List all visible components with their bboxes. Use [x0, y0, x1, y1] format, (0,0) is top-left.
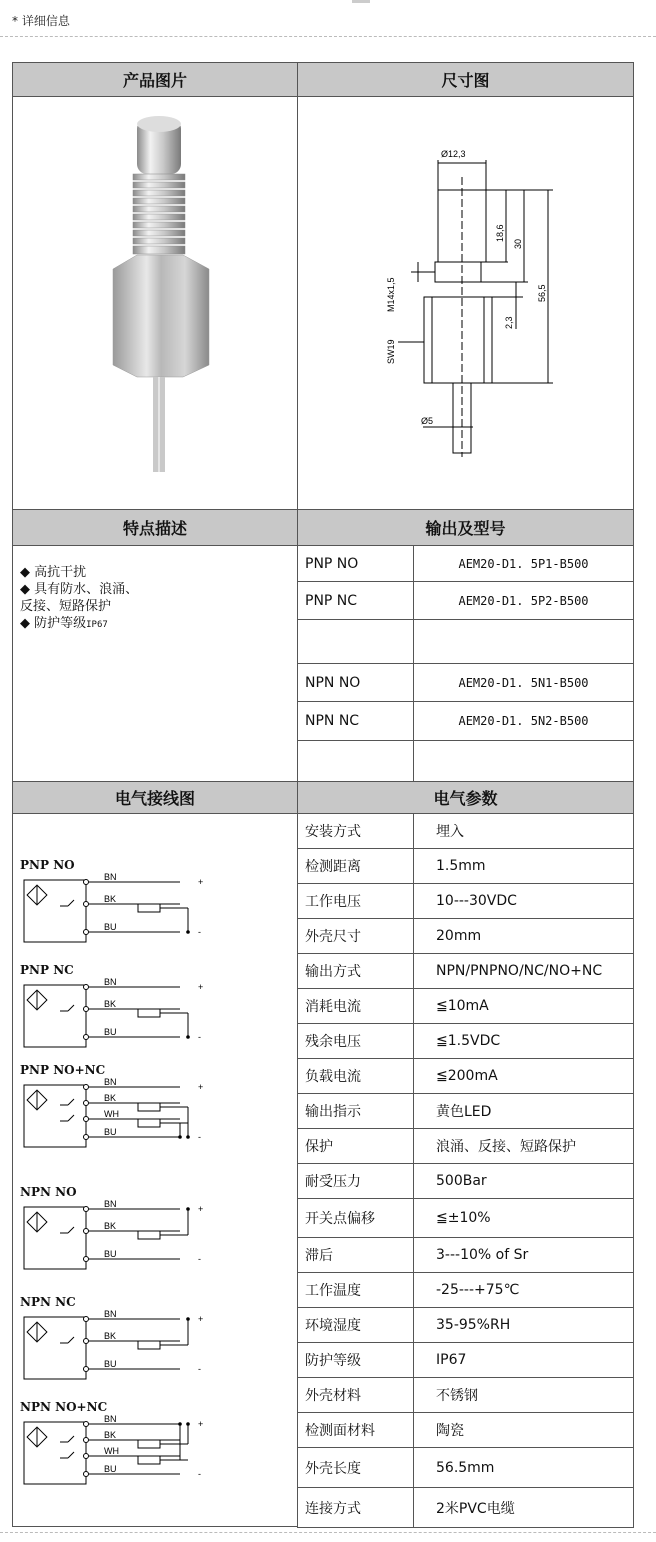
wiring-diagram — [20, 1309, 220, 1399]
wire-label: BK — [104, 894, 117, 904]
param-value: 1.5mm — [413, 848, 634, 884]
param-label: 外壳材料 — [297, 1377, 414, 1413]
minus-sign: - — [198, 1364, 201, 1374]
wiring-title: PNP NC — [20, 963, 74, 977]
output-type — [297, 619, 414, 664]
dimension-drawing — [298, 97, 633, 509]
output-model: AEM20-D1. 5P1-B500 — [413, 545, 634, 582]
dim-upper-length-label: 30 — [513, 238, 523, 249]
wire-label: WH — [104, 1109, 119, 1119]
output-model: AEM20-D1. 5P2-B500 — [413, 581, 634, 620]
param-label: 工作电压 — [297, 883, 414, 919]
wiring-diagram — [20, 872, 220, 962]
dim-diameter-label: Ø12,3 — [441, 149, 466, 159]
output-type: NPN NO — [297, 663, 414, 702]
feature-list — [20, 564, 138, 634]
param-value: 黄色LED — [413, 1093, 634, 1129]
param-value: 56.5mm — [413, 1447, 634, 1488]
wire-label: BK — [104, 1430, 117, 1440]
feature-item: ◆ 具有防水、浪涌、 — [20, 582, 139, 597]
output-type: PNP NC — [297, 581, 414, 620]
param-value: 浪涌、反接、短路保护 — [413, 1128, 634, 1164]
plus-sign: + — [198, 1419, 204, 1429]
output-model: AEM20-D1. 5N2-B500 — [413, 701, 634, 741]
wiring-title: PNP NO — [20, 858, 75, 872]
wiring-diagram — [20, 1199, 220, 1289]
feature-item: ◆ 高抗干扰 — [20, 565, 87, 580]
minus-sign: - — [198, 1132, 201, 1142]
dim-cable-label: Ø5 — [421, 416, 434, 426]
dim-cap-length-label: 18,6 — [495, 224, 505, 242]
wire-label: BU — [104, 922, 117, 932]
param-value: ≦10mA — [413, 988, 634, 1024]
plus-sign: + — [198, 982, 204, 992]
output-type — [297, 740, 414, 782]
minus-sign: - — [198, 1254, 201, 1264]
output-type: PNP NO — [297, 545, 414, 582]
wire-label: BK — [104, 999, 117, 1009]
output-type: NPN NC — [297, 701, 414, 741]
param-value: 埋入 — [413, 813, 634, 849]
header-dimension-drawing: 尺寸图 — [297, 62, 634, 97]
header-divider — [0, 36, 656, 37]
plus-sign: + — [198, 1314, 204, 1324]
wire-label: BN — [104, 1077, 117, 1087]
minus-sign: - — [198, 1469, 201, 1479]
wiring-diagram — [20, 977, 220, 1067]
param-label: 消耗电流 — [297, 988, 414, 1024]
header-output-models: 输出及型号 — [297, 509, 634, 546]
param-value: 2米PVC电缆 — [413, 1487, 634, 1528]
wiring-diagram — [20, 1414, 220, 1504]
dim-thread-label: M14x1,5 — [386, 277, 396, 312]
param-label: 残余电压 — [297, 1023, 414, 1059]
wire-label: BK — [104, 1331, 117, 1341]
param-value: IP67 — [413, 1342, 634, 1378]
param-value: ≦1.5VDC — [413, 1023, 634, 1059]
header-wiring: 电气接线图 — [12, 781, 298, 814]
param-label: 连接方式 — [297, 1487, 414, 1528]
feature-item: ◆ 防护等级IP67 — [20, 616, 108, 631]
wire-label: BU — [104, 1027, 117, 1037]
param-label: 环境湿度 — [297, 1307, 414, 1343]
param-value: 500Bar — [413, 1163, 634, 1199]
dim-gap-label: 2,3 — [504, 316, 514, 329]
param-value: ≦200mA — [413, 1058, 634, 1094]
wire-label: BU — [104, 1249, 117, 1259]
minus-sign: - — [198, 1032, 201, 1042]
wiring-title: NPN NO — [20, 1185, 77, 1199]
plus-sign: + — [198, 1204, 204, 1214]
dimension-drawing-cell — [297, 96, 634, 510]
param-label: 外壳长度 — [297, 1447, 414, 1488]
param-value: 不锈钢 — [413, 1377, 634, 1413]
wire-label: BN — [104, 1414, 117, 1424]
wire-label: BK — [104, 1093, 117, 1103]
param-label: 耐受压力 — [297, 1163, 414, 1199]
wire-label: BU — [104, 1359, 117, 1369]
product-image-cell — [12, 96, 298, 510]
param-label: 检测面材料 — [297, 1412, 414, 1448]
plus-sign: + — [198, 877, 204, 887]
output-model — [413, 619, 634, 664]
dim-total-length-label: 56,5 — [537, 284, 547, 302]
wiring-title: NPN NC — [20, 1295, 76, 1309]
plus-sign: + — [198, 1082, 204, 1092]
output-model — [413, 740, 634, 782]
param-value: -25---+75℃ — [413, 1272, 634, 1308]
top-marker — [352, 0, 370, 3]
param-value: 35-95%RH — [413, 1307, 634, 1343]
wire-label: BK — [104, 1221, 117, 1231]
wire-label: BN — [104, 1199, 117, 1209]
wiring-title: PNP NO+NC — [20, 1063, 106, 1077]
wire-label: BN — [104, 872, 117, 882]
param-value: 20mm — [413, 918, 634, 954]
dim-hex-label: SW19 — [386, 339, 396, 364]
param-label: 滞后 — [297, 1237, 414, 1273]
param-label: 外壳尺寸 — [297, 918, 414, 954]
output-model: AEM20-D1. 5N1-B500 — [413, 663, 634, 702]
wiring-diagram — [20, 1077, 220, 1167]
param-label: 工作温度 — [297, 1272, 414, 1308]
wire-label: BN — [104, 977, 117, 987]
param-label: 输出方式 — [297, 953, 414, 989]
wire-label: BN — [104, 1309, 117, 1319]
wire-label: BU — [104, 1127, 117, 1137]
param-label: 输出指示 — [297, 1093, 414, 1129]
minus-sign: - — [198, 927, 201, 937]
param-label: 安装方式 — [297, 813, 414, 849]
param-value: NPN/PNPNO/NC/NO+NC — [413, 953, 634, 989]
wiring-title: NPN NO+NC — [20, 1400, 108, 1414]
param-value: 陶瓷 — [413, 1412, 634, 1448]
param-label: 负载电流 — [297, 1058, 414, 1094]
wire-label: WH — [104, 1446, 119, 1456]
header-parameters: 电气参数 — [297, 781, 634, 814]
feature-item: 反接、短路保护 — [20, 599, 112, 614]
product-image — [13, 97, 297, 509]
param-label: 检测距离 — [297, 848, 414, 884]
header-features: 特点描述 — [12, 509, 298, 546]
param-label: 防护等级 — [297, 1342, 414, 1378]
param-label: 保护 — [297, 1128, 414, 1164]
param-value: ≦±10% — [413, 1198, 634, 1238]
param-value: 10---30VDC — [413, 883, 634, 919]
wire-label: BU — [104, 1464, 117, 1474]
header-product-image: 产品图片 — [12, 62, 298, 97]
param-label: 开关点偏移 — [297, 1198, 414, 1238]
footer-divider — [0, 1532, 656, 1533]
section-header: * 详细信息 — [12, 14, 70, 28]
param-value: 3---10% of Sr — [413, 1237, 634, 1273]
